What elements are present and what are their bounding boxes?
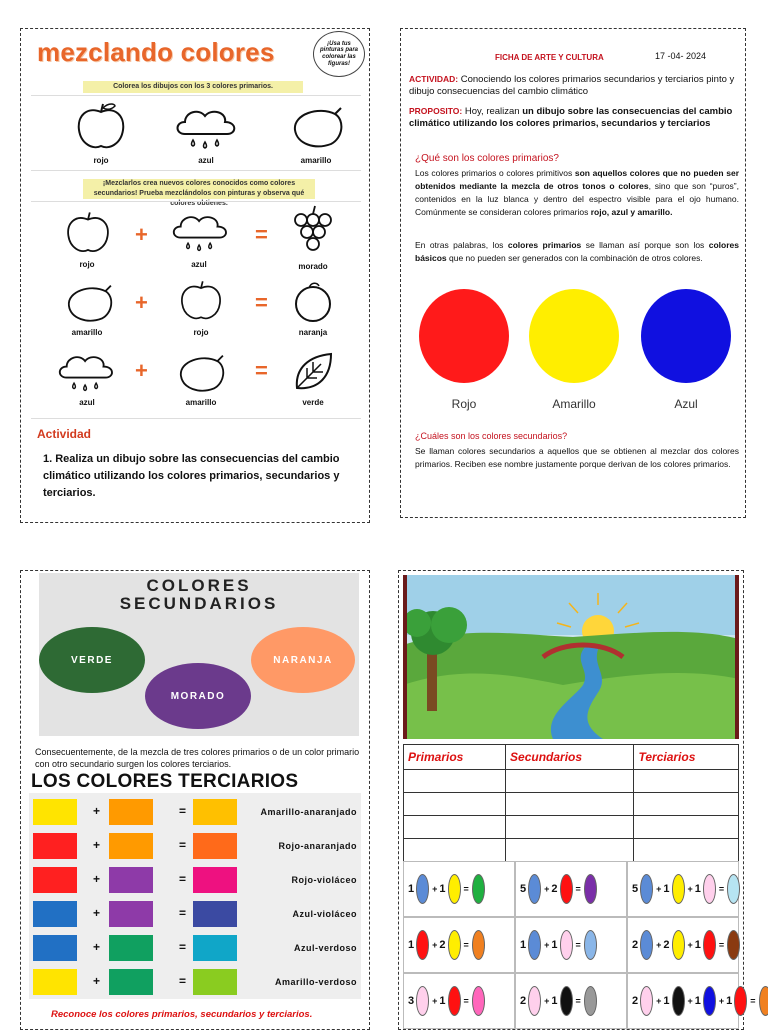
footer-instruction: Reconoce los colores primarios, secundarios y terciarios.	[51, 1009, 313, 1020]
label-morado: morado	[298, 262, 328, 271]
swatch-a	[33, 833, 77, 859]
table-row[interactable]	[404, 793, 739, 816]
card-title-line2: SECUNDARIOS	[119, 594, 279, 613]
quantity: 5	[520, 883, 527, 895]
equals-sign: =	[179, 804, 187, 818]
mix-exercise-grid	[403, 861, 756, 1031]
table-row[interactable]	[404, 816, 739, 839]
quantity: 1	[551, 939, 558, 951]
result-drop-icon	[472, 986, 485, 1016]
swatch-result	[193, 901, 237, 927]
swatch-result	[193, 867, 237, 893]
mix-equation	[408, 930, 486, 960]
mix-equation	[408, 986, 486, 1016]
mix-exercise	[515, 917, 627, 973]
equals-sign: =	[255, 222, 268, 247]
tertiary-name: Amarillo-anaranjado	[260, 807, 357, 817]
paint-drop-icon	[640, 930, 653, 960]
swatch-b	[109, 799, 153, 825]
tertiary-name: Azul-verdoso	[293, 943, 357, 953]
paint-drop-icon	[528, 986, 541, 1016]
quantity: 1	[439, 883, 446, 895]
card-title-line1: COLORES	[146, 576, 252, 595]
label-azul: azul	[198, 156, 214, 165]
swatch-b	[109, 833, 153, 859]
apple-icon	[63, 210, 113, 256]
mix-exercise	[403, 973, 515, 1029]
secondary-colors-card	[39, 573, 359, 736]
label-amarillo: amarillo	[71, 328, 103, 337]
swatch-a	[33, 799, 77, 825]
plus-sign: +	[718, 996, 725, 1006]
tertiary-name: Amarillo-verdoso	[274, 977, 357, 987]
plus-sign: +	[544, 884, 550, 894]
circle-label-azul: Azul	[674, 397, 698, 411]
plus-sign: +	[432, 884, 438, 894]
question-primary: ¿Qué son los colores primarios?	[415, 153, 559, 164]
worksheet-colores-secundarios	[20, 570, 370, 1030]
equals-sign: =	[179, 974, 187, 988]
swatch-b	[109, 935, 153, 961]
plus-sign: +	[432, 996, 438, 1006]
paint-drop-icon	[734, 986, 747, 1016]
plus-sign: +	[687, 940, 693, 950]
label-verde: verde	[302, 398, 324, 407]
speech-bubble: ¡Usa tus pinturas para colorear las figuras!	[313, 31, 365, 77]
paint-drop-icon	[703, 874, 716, 904]
lemon-icon	[287, 104, 347, 150]
primary-row	[31, 95, 361, 171]
swatch-a	[33, 867, 77, 893]
rain-cloud-icon	[53, 350, 119, 396]
plus-sign: +	[93, 974, 101, 988]
plus-sign: +	[93, 804, 101, 818]
worksheet-ficha-arte	[400, 28, 746, 518]
quantity: 1	[663, 883, 670, 895]
tertiary-description: Consecuentemente, de la mezcla de tres colores primarios o de un color primario con otro secundario surgen los colores terciarios.	[35, 747, 360, 769]
leaf-icon	[291, 350, 335, 394]
landscape-drawing	[403, 575, 739, 739]
mix-equation	[520, 930, 598, 960]
circle-rojo	[419, 289, 509, 383]
quantity: 2	[632, 939, 639, 951]
label-rojo: rojo	[79, 260, 95, 269]
plus-sign: +	[135, 358, 148, 383]
equals-sign: =	[255, 290, 268, 315]
quantity: 3	[408, 995, 415, 1007]
lemon-icon	[173, 352, 229, 394]
swatch-result	[193, 833, 237, 859]
swatch-b	[109, 867, 153, 893]
equals-sign: =	[463, 996, 469, 1006]
plus-sign: +	[544, 996, 550, 1006]
circle-amarillo	[529, 289, 619, 383]
result-drop-icon	[584, 986, 597, 1016]
header-secundarios: Secundarios	[506, 745, 634, 770]
table-header-row	[404, 745, 739, 770]
equals-sign: =	[575, 996, 581, 1006]
apple-icon	[73, 102, 129, 152]
swatch-b	[109, 969, 153, 995]
mix-rows	[31, 201, 361, 419]
plus-sign: +	[93, 906, 101, 920]
mix-exercise	[627, 861, 739, 917]
label-rojo: rojo	[93, 156, 109, 165]
mix-exercise	[403, 861, 515, 917]
equals-sign: =	[718, 884, 725, 894]
quantity: 1	[694, 939, 701, 951]
activity-title: Actividad	[37, 427, 92, 441]
tertiary-name: Rojo-violáceo	[291, 875, 357, 885]
classification-table	[403, 744, 739, 862]
mix-equation	[632, 874, 741, 904]
label-azul: azul	[79, 398, 95, 407]
header-primarios: Primarios	[404, 745, 506, 770]
paint-drop-icon	[416, 874, 429, 904]
circle-label-rojo: Rojo	[451, 397, 477, 411]
plus-sign: +	[93, 872, 101, 886]
equals-sign: =	[179, 906, 187, 920]
result-drop-icon	[584, 874, 597, 904]
plus-sign: +	[93, 940, 101, 954]
paint-drop-icon	[560, 874, 573, 904]
plus-sign: +	[432, 940, 438, 950]
plus-sign: +	[135, 290, 148, 315]
grapes-icon	[289, 204, 335, 260]
quantity: 2	[551, 883, 558, 895]
result-drop-icon	[472, 930, 485, 960]
paint-drop-icon	[416, 930, 429, 960]
swatch-result	[193, 935, 237, 961]
instruction-primary: Colorea los dibujos con los 3 colores primarios.	[83, 81, 303, 93]
label-naranja: naranja	[298, 328, 328, 337]
paint-drop-icon	[416, 986, 429, 1016]
equals-sign: =	[179, 838, 187, 852]
swatch-a	[33, 901, 77, 927]
label-amarillo: amarillo	[300, 156, 332, 165]
equals-sign: =	[463, 884, 469, 894]
equals-sign: =	[750, 996, 756, 1006]
quantity: 5	[632, 883, 639, 895]
result-drop-icon	[584, 930, 597, 960]
blob-naranja: NARANJA	[251, 627, 355, 693]
paint-drop-icon	[560, 986, 573, 1016]
swatch-result	[193, 799, 237, 825]
activity-statement: ACTIVIDAD: Conociendo los colores primarios secundarios y terciarios pinto y dibujo consecuencias del cambio climático	[409, 74, 735, 97]
worksheet-mezclando-colores	[20, 28, 370, 523]
plus-sign: +	[656, 884, 662, 894]
quantity: 2	[439, 939, 446, 951]
instruction-secondary: ¡Mezclarlos crea nuevos colores conocidos como colores secundarios! Prueba mezclándolos con pinturas y observa qué colores obtienes.	[83, 179, 315, 199]
activity-item: 1. Realiza un dibujo sobre las consecuencias del cambio climático utilizando los colores primarios, secundarios y terciarios.	[43, 453, 340, 499]
paint-drop-icon	[672, 986, 685, 1016]
quantity: 1	[408, 939, 415, 951]
paint-drop-icon	[640, 986, 653, 1016]
mix-exercise	[403, 917, 515, 973]
paragraph-secondary: Se llaman colores secundarios a aquellos que se obtienen al mezclar dos colores primarios. Reciben ese nombre justamente porque derivan de los colores primarios.	[415, 446, 739, 469]
equals-sign: =	[179, 940, 187, 954]
paint-drop-icon	[528, 874, 541, 904]
result-drop-icon	[472, 874, 485, 904]
quantity: 2	[663, 939, 670, 951]
sheet-header: FICHA DE ARTE Y CULTURA	[495, 53, 604, 62]
blob-verde: VERDE	[39, 627, 145, 693]
quantity: 1	[408, 883, 415, 895]
circle-azul	[641, 289, 731, 383]
quantity: 1	[694, 883, 701, 895]
sheet-date: 17 -04- 2024	[655, 51, 707, 61]
lemon-icon	[61, 282, 117, 324]
paint-drop-icon	[703, 930, 716, 960]
worksheet-title: mezclando colores	[37, 37, 275, 67]
question-secondary: ¿Cuáles son los colores secundarios?	[415, 431, 568, 441]
mix-exercise	[627, 917, 739, 973]
tertiary-name: Azul-violáceo	[292, 909, 357, 919]
paint-drop-icon	[448, 930, 461, 960]
plus-sign: +	[656, 996, 662, 1006]
header-terciarios: Terciarios	[634, 745, 739, 770]
label-amarillo: amarillo	[185, 398, 217, 407]
blob-morado: MORADO	[145, 663, 251, 729]
paint-drop-icon	[448, 986, 461, 1016]
quantity: 2	[632, 995, 639, 1007]
paint-drop-icon	[560, 930, 573, 960]
equals-sign: =	[179, 872, 187, 886]
mix-equation	[408, 874, 486, 904]
mix-exercise	[515, 973, 627, 1029]
mix-equation	[520, 986, 598, 1016]
purpose-statement: PROPOSITO: Hoy, realizan un dibujo sobre las consecuencias del cambio climático utilizando los colores primarios, secundarios y terciarios	[409, 106, 733, 129]
table-row[interactable]	[404, 770, 739, 793]
equals-sign: =	[575, 884, 581, 894]
equals-sign: =	[463, 940, 469, 950]
tertiary-mix-table	[29, 793, 361, 999]
paint-drop-icon	[672, 930, 685, 960]
mix-equation	[520, 874, 598, 904]
mix-equation	[632, 986, 768, 1016]
plus-sign: +	[656, 940, 662, 950]
mix-exercise	[515, 861, 627, 917]
result-drop-icon	[727, 874, 740, 904]
result-drop-icon	[759, 986, 768, 1016]
plus-sign: +	[687, 884, 693, 894]
circle-label-amarillo: Amarillo	[552, 397, 596, 411]
quantity: 1	[663, 995, 670, 1007]
swatch-b	[109, 901, 153, 927]
paint-drop-icon	[703, 986, 716, 1016]
plus-sign: +	[687, 996, 693, 1006]
tertiary-title: LOS COLORES TERCIARIOS	[31, 771, 299, 792]
paragraph-primary-2: En otras palabras, los colores primarios se llaman así porque son los colores básicos que no pueden ser generados con la combinación de otros colores.	[415, 240, 739, 263]
label-rojo: rojo	[193, 328, 209, 337]
swatch-a	[33, 969, 77, 995]
quantity: 1	[520, 939, 527, 951]
quantity: 1	[439, 995, 446, 1007]
table-row[interactable]	[404, 839, 739, 862]
quantity: 1	[726, 995, 733, 1007]
quantity: 1	[551, 995, 558, 1007]
apple-icon	[177, 278, 225, 324]
mix-equation	[632, 930, 741, 960]
equals-sign: =	[255, 358, 268, 383]
rain-cloud-icon	[167, 210, 233, 256]
result-drop-icon	[727, 930, 740, 960]
swatch-result	[193, 969, 237, 995]
orange-icon	[291, 280, 335, 324]
swatch-a	[33, 935, 77, 961]
rain-cloud-icon	[171, 104, 241, 154]
paragraph-primary-1: Los colores primarios o colores primitivos son aquellos colores que no pueden ser obtenidos mediante la mezcla de otros tonos o colores, sino que son “puros”, contenidos en la luz blanca y dentro del espectro visible para el ojo humano. Comúnmente se consideran colores primarios rojo, azul y amarillo.	[415, 168, 740, 217]
plus-sign: +	[135, 222, 148, 247]
equals-sign: =	[718, 940, 725, 950]
paint-drop-icon	[528, 930, 541, 960]
worksheet-practica	[398, 570, 756, 1030]
paint-drop-icon	[640, 874, 653, 904]
label-azul: azul	[191, 260, 207, 269]
equals-sign: =	[575, 940, 581, 950]
quantity: 1	[694, 995, 701, 1007]
paint-drop-icon	[672, 874, 685, 904]
plus-sign: +	[544, 940, 550, 950]
mix-exercise	[627, 973, 756, 1029]
quantity: 2	[520, 995, 527, 1007]
tertiary-name: Rojo-anaranjado	[278, 841, 357, 851]
paint-drop-icon	[448, 874, 461, 904]
plus-sign: +	[93, 838, 101, 852]
